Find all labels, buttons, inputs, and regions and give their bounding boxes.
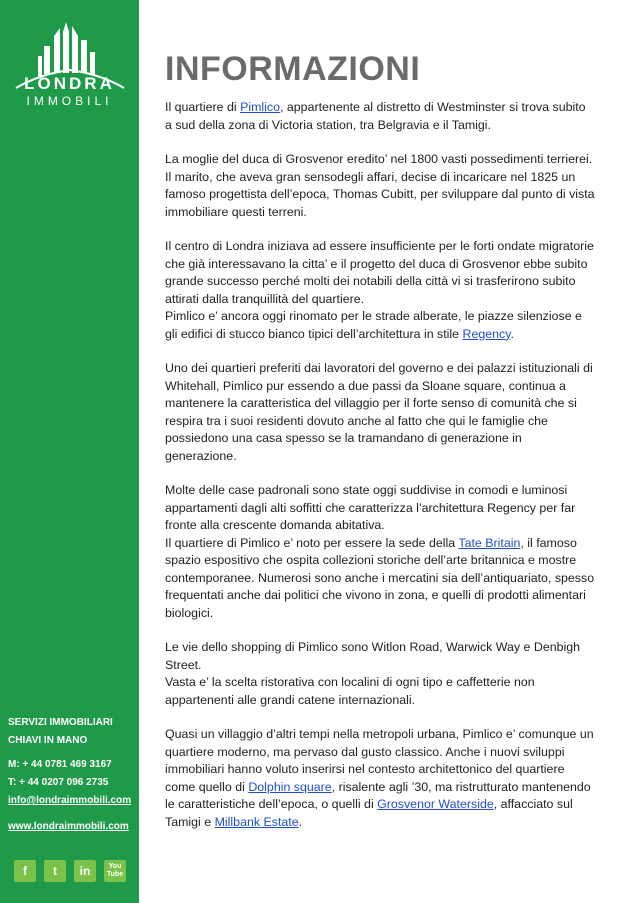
logo (10, 18, 130, 128)
phone-block (8, 756, 112, 792)
regency-link[interactable]: Regency (462, 326, 511, 341)
services-line-2: CHIAVI IN MANO (8, 735, 88, 746)
services-block (8, 714, 113, 750)
p7-text-d: . (298, 814, 303, 829)
page-title: INFORMAZIONI (165, 50, 421, 88)
dolphin-square-link[interactable]: Dolphin square (248, 779, 332, 794)
p3-text-a: Il centro di Londra iniziava ad essere insufficiente per le forti ondate migratorie che già interessavano la citta’ e il progetto del duca di Grosvenor ebbe subito grande successo perché molti dei notabili della città vi si trasferirono subito attirati dalla tranquillità del quartiere. (165, 239, 594, 306)
p7-text-c: , affacciato sul Tamigi e (165, 797, 573, 829)
paragraph-5 (165, 482, 595, 622)
grosvenor-waterside-link[interactable]: Grosvenor Waterside (377, 797, 494, 811)
p7-text-b: , risalente agli ’30, ma ristrutturato mantenendo le caratteristiche dell’epoca, o quelli di (165, 779, 591, 811)
sidebar (0, 0, 139, 903)
twitter-icon[interactable]: t (44, 860, 66, 882)
p3-text-b: Pimlico e’ ancora oggi rinomato per le strade alberate, le piazze silenziose e gli edifici di stucco bianco tipici dell’architettura in stile (165, 309, 582, 341)
pimlico-link[interactable]: Pimlico (240, 100, 281, 114)
p3-text-c: . (510, 326, 514, 341)
brand-subtitle: IMMOBILI (26, 94, 113, 108)
paragraph-6 (165, 639, 595, 709)
paragraph-3 (165, 238, 595, 343)
youtube-icon[interactable]: You Tube (104, 860, 126, 882)
email-block (8, 792, 131, 810)
services-line-1: SERVIZI IMMOBILIARI (8, 717, 113, 728)
p6-text-b: Vasta e’ la scelta ristorativa con localini di ogni tipo e caffetterie non appartenenti alle grandi catene internazionali. (165, 675, 535, 707)
email-link[interactable]: info@londraimmobili.com (8, 795, 132, 806)
paragraph-2: La moglie del duca di Grosvenor eredito’ nel 1800 vasti possedimenti terrierei. Il marito, che aveva gran sensodegli affari, decise di incaricare nel 1825 un famoso progettista dell’epoca, Thomas Cubitt, per sviluppare dal punto di vista immobiliare questi terreni. (165, 152, 595, 219)
p1-text-a: Il quartiere di (165, 100, 241, 114)
facebook-icon[interactable]: f (14, 860, 36, 882)
p5-text-a: Molte delle case padronali sono state oggi suddivise in comodi e luminosi appartamenti dagli alti soffitti che caratterizza l’architettura Regency per far fronte alla crescente domanda abitativa. (165, 483, 576, 532)
website-link[interactable]: www.londraimmobili.com (8, 821, 129, 832)
millbank-estate-link[interactable]: Millbank Estate (214, 814, 299, 829)
mobile-phone: M: + 44 0781 469 3167 (8, 759, 112, 770)
linkedin-icon[interactable]: in (74, 860, 96, 882)
p5-text-c: , il famoso spazio espositivo che ospita collezioni storiche dell’arte britannica e mostre contemporanee. Numerosi sono anche i mercatini sia dell’antiquariato, spesso frequentati anche dai politici che vivono in zona, e quelli di prodotti alimentari biologici. (165, 535, 595, 620)
main-content (165, 50, 595, 848)
p7-text-a: Quasi un villaggio d’altri tempi nella metropoli urbana, Pimlico e’ comunque un quartiere moderno, ma pervaso dal gusto classico. Anche i nuovi sviluppi immobiliari hanno voluto inserirsi nel contesto architettonico del quartiere come quello di (165, 727, 594, 794)
social-links (14, 860, 126, 882)
p1-text-b: , appartenente al distretto di Westminster si trova subito a sud della zona di Victoria station, tra Belgravia e il Tamigi. (165, 100, 586, 132)
website-block (8, 818, 129, 836)
landline-phone: T: + 44 0207 096 2735 (8, 777, 109, 788)
brand-name: LONDRA (24, 74, 115, 93)
paragraph-7 (165, 726, 595, 831)
p6-text-a: Le vie dello shopping di Pimlico sono Witlon Road, Warwick Way e Denbigh Street. (165, 640, 581, 672)
paragraph-4: Uno dei quartieri preferiti dai lavoratori del governo e dei palazzi istituzionali di Whitehall, Pimlico pur essendo a due passi da Sloane square, continua a mantenere la caratteristica del villaggio per il forte senso di comunità che si respira tra i suoi residenti dovuto anche al fatto che qui le famiglie che possiedono una casa spesso se la tramandano di generazione in generazione. (165, 361, 593, 463)
tate-britain-link[interactable]: Tate Britain (458, 535, 521, 550)
paragraph-1 (165, 99, 595, 134)
p5-text-b: Il quartiere di Pimlico e’ noto per essere la sede della (165, 535, 459, 550)
